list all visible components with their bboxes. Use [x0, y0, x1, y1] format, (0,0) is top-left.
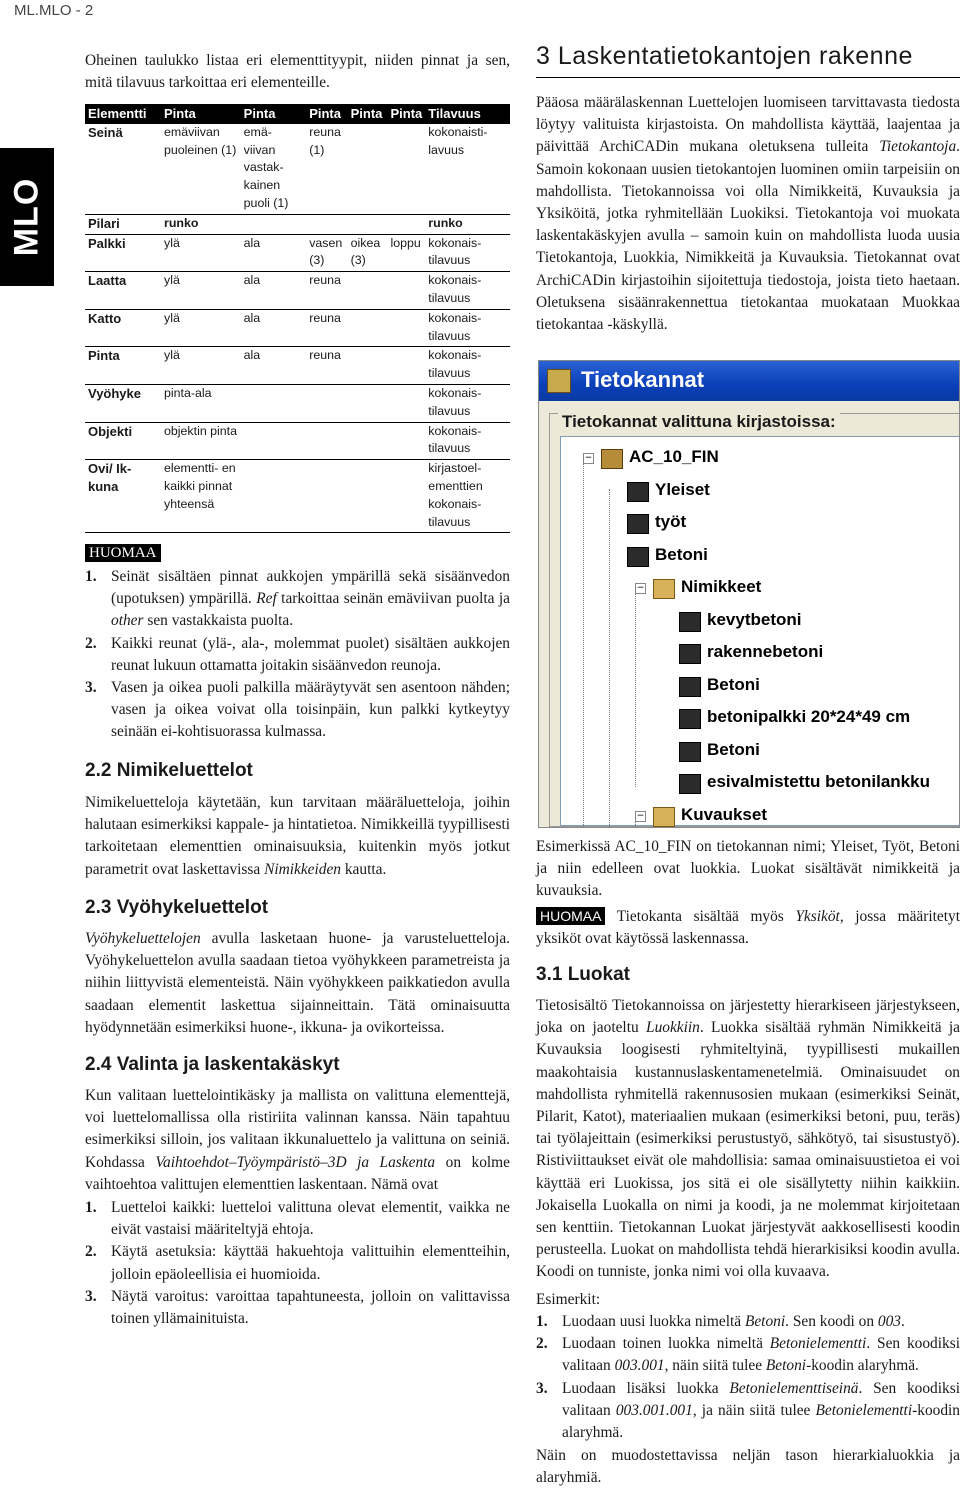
table-cell	[241, 214, 307, 234]
note-badge: HUOMAA	[536, 907, 605, 925]
table-cell: runko	[425, 214, 510, 234]
note-badge: HUOMAA	[85, 544, 161, 562]
database-icon	[601, 449, 623, 469]
body-emphasis: Vyöhykeluettelojen	[85, 930, 201, 947]
table-row	[85, 422, 510, 460]
table-cell: ylä	[161, 309, 241, 347]
item-text: -koodin alaryhmä.	[562, 1401, 960, 1442]
table-cell	[306, 422, 347, 460]
table-cell	[388, 309, 426, 347]
table-cell	[348, 460, 388, 533]
table-header: Pinta	[161, 104, 241, 124]
item-text: . Sen koodiksi valitaan	[562, 1335, 960, 1375]
list-item	[85, 1197, 510, 1241]
table-cell: kokonais- tilavuus	[425, 309, 510, 347]
note-2	[536, 905, 960, 950]
table-cell	[348, 384, 388, 422]
table-cell: ala	[241, 272, 307, 310]
folder-icon	[653, 807, 675, 827]
item-text: Seinät sisältäen pinnat aukkojen ympärillä sekä sisäänvedon (upotuksen) ympärillä.	[111, 568, 510, 608]
list-item	[85, 633, 510, 677]
table-cell: kokonais- tilavuus	[425, 422, 510, 460]
body-text: Tietokanta sisältää myös	[605, 908, 796, 925]
table-row	[85, 214, 510, 234]
item-emphasis: Betonielementti	[769, 1335, 867, 1353]
table-cell: vasen (3)	[306, 234, 347, 272]
item-number: 1.	[85, 568, 97, 585]
table-cell: kokonaisti- lavuus	[425, 124, 510, 214]
running-header: ML.MLO - 2	[14, 2, 94, 19]
table-cell: objektin pinta	[161, 422, 241, 460]
tree-node-label[interactable]: Betoni	[655, 544, 708, 564]
table-cell: ylä	[161, 347, 241, 385]
book-icon	[679, 742, 701, 762]
collapse-toggle-icon[interactable]: −	[584, 453, 593, 463]
book-icon	[679, 612, 701, 632]
table-cell	[388, 214, 426, 234]
table-header-row	[85, 104, 510, 124]
table-cell	[348, 272, 388, 310]
body-text: , jossa määritetyt yksiköt ovat käytössä laskennassa.	[536, 908, 960, 948]
tree-node-label[interactable]: työt	[655, 512, 687, 531]
item-emphasis: other	[111, 612, 144, 630]
table-row	[85, 460, 510, 533]
table-header: Tilavuus	[425, 104, 510, 124]
item-text: Luetteloi kaikki: luetteloi valittuna olevat elementit, vaikka ne eivät vastaisi määriteltyjä ehtoja.	[111, 1199, 510, 1239]
heading-rule	[536, 77, 960, 78]
item-emphasis: 003.001	[614, 1357, 665, 1375]
table-cell	[388, 272, 426, 310]
body-text: avulla lasketaan huone- ja varusteluetteloja. Vyöhykeluettelon avulla saadaan tietoa vyöhykkeen parametreista ja niihin liittyvistä elementeistä. Näin vyöhykkeen paikkatiedon avulla saadaan elementit laskettua sijainneittain. Tätä ominaisuutta hyödynnetään esimerkiksi huone-, ikkuna- ja ovikorteissa.	[85, 930, 510, 1036]
table-row	[85, 124, 510, 214]
item-text: Luodaan toinen luokka nimeltä	[562, 1335, 770, 1353]
list-item	[85, 1286, 510, 1330]
element-surface-table	[85, 104, 510, 533]
tree-node-label[interactable]: esivalmistettu betonilankku	[707, 772, 930, 791]
examples-label: Esimerkit:	[536, 1291, 601, 1308]
tree-node-label[interactable]: kevytbetoni	[707, 609, 802, 629]
table-cell: ylä	[161, 234, 241, 272]
databases-group	[549, 413, 960, 827]
item-emphasis: Betonielementtiseinä	[729, 1379, 859, 1397]
table-cell	[388, 384, 426, 422]
element-name-cell: Ovi/ Ik- kuna	[85, 460, 161, 533]
body-text: . Luokka sisältää ryhmän Nimikkeitä ja Kuvauksia loogisesti ryhmiteltyinä, tyypillisesti mukaillen maakohtaisia kustannuslaskentamenetelmiä. Ominaisuudet on mahdollista ryhmitellä rakennusosien mukaan (esimerkiksi Seinät, Pilarit, Katot), materiaalien mukaan (esimerkiksi betoni, puu, teräs) tai työlajeittain (esimerkiksi perustustyö, sähkötyö, tai sisustustyö). Ristiviittaukset eivät ole mahdollisia: samaa ominaisuustietoa ei voi käyttää eri Luokissa, jos sitä ei ole sisällytetty niihin kaikkiin. Jokaisella Luokalla on nimi ja koodi, ja ne molemmat kirjoitetaan sen kenttiin. Tietokannan Luokat järjestyvät aakkosellisesti koodin perusteella. Luokat on mahdollista tehdä hierarkisiksi koodin avulla. Koodi on tunniste, jonka nimi voi olla kuvaava.	[536, 1019, 960, 1281]
table-cell	[241, 422, 307, 460]
element-name-cell: Objekti	[85, 422, 161, 460]
tree-node-label[interactable]: betonipalkki 20*24*49 cm	[707, 707, 911, 726]
body-text: Tietosisältö Tietokannoissa on järjestetty hierarkiseen järjestykseen, joka on jaoteltu	[536, 997, 960, 1037]
book-icon	[679, 644, 701, 664]
section-2-3-body	[85, 928, 510, 1039]
closing-paragraph: Näin on muodostettavissa neljän tason hierarkialuokkia ja alaryhmiä.	[536, 1447, 960, 1487]
table-header: Pinta	[241, 104, 307, 124]
body-text: Pääosa määrälaskennan Luettelojen luomiseen tarvittavasta tiedosta löytyy valituista kirjastoista. On mahdollista käyttää, laajentaa ja päivittää ArchiCADin mukana oletuksena tulleita	[536, 94, 960, 156]
item-text: .	[901, 1313, 905, 1330]
table-cell: emä- viivan vastak- kainen puoli (1)	[241, 124, 307, 214]
table-row	[85, 384, 510, 422]
table-cell	[241, 384, 307, 422]
item-emphasis: Betonielementti	[815, 1401, 913, 1419]
table-cell: ala	[241, 347, 307, 385]
item-emphasis: Ref	[256, 590, 277, 608]
item-text: . Sen koodiksi valitaan	[562, 1379, 960, 1419]
table-cell	[388, 422, 426, 460]
table-cell: kokonais- tilavuus	[425, 384, 510, 422]
body-emphasis: Vaihtoehdot–Työympäristö–3D ja Laskenta	[155, 1153, 436, 1171]
window-titlebar	[539, 361, 959, 401]
item-number: 2.	[85, 1243, 97, 1261]
table-cell	[388, 460, 426, 533]
table-cell: pinta-ala	[161, 384, 241, 422]
element-name-cell: Seinä	[85, 124, 161, 214]
table-cell	[388, 124, 426, 214]
tree-connector	[635, 587, 636, 787]
book-icon	[679, 709, 701, 729]
item-text: Vasen ja oikea puoli palkilla määräytyvät sen asentoon nähden; vasen ja oikea voivat olla toisinpäin, kun palkki kytkeytyy seinään ei-kohtisuorassa kulmassa.	[111, 679, 510, 741]
examples-list	[536, 1311, 960, 1444]
tree-node-label[interactable]: Nimikkeet	[681, 577, 762, 596]
collapse-toggle-icon[interactable]: −	[636, 810, 645, 821]
table-row	[85, 347, 510, 385]
table-cell: reuna	[306, 347, 347, 385]
table-cell: elementti- en kaikki pinnat yhteensä	[161, 460, 241, 533]
list-item	[536, 1333, 960, 1377]
table-cell: oikea (3)	[348, 234, 388, 272]
table-row	[85, 272, 510, 310]
list-item	[536, 1378, 960, 1445]
tree-node-label[interactable]: Yleiset	[655, 479, 710, 499]
section-heading-3-1: 3.1 Luokat	[536, 964, 630, 985]
book-icon	[679, 677, 701, 697]
table-cell: emäviivan puoleinen (1)	[161, 124, 241, 214]
list-item	[85, 677, 510, 744]
book-icon	[679, 774, 701, 794]
options-list	[85, 1197, 510, 1330]
table-cell: ylä	[161, 272, 241, 310]
tree-connector	[635, 822, 636, 828]
item-number: 1.	[85, 1199, 97, 1216]
table-row	[85, 309, 510, 347]
database-app-icon	[547, 369, 571, 393]
folder-icon	[653, 579, 675, 599]
table-cell: runko	[161, 214, 241, 234]
table-cell	[348, 309, 388, 347]
body-emphasis: Luokkiin	[646, 1019, 700, 1037]
item-number: 2.	[85, 634, 97, 652]
table-cell: ala	[241, 234, 307, 272]
item-emphasis: 003	[877, 1313, 901, 1330]
item-text: Luodaan lisäksi luokka	[562, 1379, 730, 1397]
list-item	[536, 1311, 960, 1333]
item-number: 3.	[536, 1379, 548, 1397]
item-text: Kaikki reunat (ylä-, ala-, molemmat puolet) sisältäen aukkojen reunat lukuun ottamatta joitakin sisäänvedon reunoja.	[111, 634, 510, 674]
collapse-toggle-icon[interactable]: −	[636, 583, 645, 593]
tree-node-label[interactable]: Betoni	[707, 739, 760, 759]
note-header	[85, 544, 161, 562]
book-icon	[627, 482, 649, 502]
side-tab-label: MLO	[7, 177, 46, 257]
item-number: 3.	[85, 679, 97, 697]
table-cell: kirjastoel- ementtien kokonais- tilavuus	[425, 460, 510, 533]
table-cell	[306, 460, 347, 533]
table-cell	[241, 460, 307, 533]
table-cell: kokonais- tilavuus	[425, 234, 510, 272]
table-cell: reuna	[306, 272, 347, 310]
element-name-cell: Pilari	[85, 214, 161, 234]
body-emphasis: Yksiköt	[795, 908, 840, 925]
table-cell: kokonais- tilavuus	[425, 347, 510, 385]
table-header: Pinta	[306, 104, 347, 124]
list-item	[85, 1241, 510, 1285]
table-cell	[348, 214, 388, 234]
item-emphasis: 003.001.001	[615, 1401, 693, 1419]
section-heading-2-4: 2.4 Valinta ja laskentakäskyt	[85, 1054, 340, 1075]
database-tree[interactable]	[560, 436, 960, 826]
body-text: Kun valitaan luettelointikäsky ja mallista on valittuna elementtejä, voi luettelomallissa olla ristiriita valinnan kanssa. Näin tapahtuu esimerkiksi silloin, jos valitaan ikkunaluettelo ja valittuna on seiniä. Kohdassa	[85, 1087, 510, 1171]
book-icon	[627, 514, 649, 534]
table-header: Elementti	[85, 104, 161, 124]
tree-connector	[583, 457, 584, 828]
element-name-cell: Palkki	[85, 234, 161, 272]
body-text: Nimikeluetteloja käytetään, kun tarvitaan määräluetteloja, joihin halutaan esimerkiksi kappale- ja hintatietoa. Nimikkeillä tyypillisesti tarkoitetaan elementtien ominaisuuksia, kuitenkin myös jotkut parametrit ovat laskettavissa	[85, 794, 510, 878]
group-label: Tietokannat valittuna kirjastoissa:	[558, 412, 840, 432]
item-text: -koodin alaryhmä.	[806, 1357, 919, 1375]
chapter-side-tab	[0, 148, 54, 286]
item-emphasis: Betoni	[765, 1357, 807, 1375]
item-text: , ja näin siitä tulee	[692, 1401, 816, 1419]
note-list	[85, 566, 510, 744]
tree-node-label[interactable]: Betoni	[707, 674, 760, 694]
tree-node-label[interactable]: Kuvaukset	[681, 804, 767, 824]
intro-paragraph: Oheinen taulukko listaa eri elementtityypit, niiden pinnat ja sen, mitä tilavuus tarkoittaa eri elementeille.	[85, 52, 510, 92]
table-header: Pinta	[348, 104, 388, 124]
table-cell	[306, 214, 347, 234]
tietokannat-screenshot	[538, 360, 960, 828]
item-number: 3.	[85, 1287, 97, 1305]
body-emphasis: Nimikkeiden	[264, 860, 342, 878]
table-cell	[348, 124, 388, 214]
element-name-cell: Katto	[85, 309, 161, 347]
tree-node-label[interactable]: rakennebetoni	[707, 642, 824, 661]
table-cell: loppu	[388, 234, 426, 272]
item-number: 1.	[536, 1313, 548, 1330]
body-emphasis: Tietokantoja	[879, 138, 957, 156]
item-text: Luodaan uusi luokka nimeltä	[562, 1313, 745, 1330]
table-cell: reuna (1)	[306, 124, 347, 214]
table-cell: reuna	[306, 309, 347, 347]
chapter-intro	[536, 92, 960, 336]
item-number: 2.	[536, 1335, 548, 1353]
item-text: tarkoittaa seinän emäviivan puolta ja	[276, 590, 510, 608]
section-heading-2-2: 2.2 Nimikeluettelot	[85, 760, 253, 781]
table-cell	[348, 347, 388, 385]
body-text: . Samoin kokonaan uusien tietokantojen luominen omiin tarpeisiin on mahdollista. Tietokannoissa voi olla Nimikkeitä, Kuvauksia ja Yksiköitä, jotka ryhmitellään Luokiksi. Tietokantoja voi muokata laskentakäskyjen avulla – samoin kuin on mahdollista luoda uusia Tietokantoja, Luokkia, Nimikkeitä ja Kuvauksia. Tietokannat ovat ArchiCADin kirjastoihin sijoitettuja tiedostoja, joista tieto haetaan. Oletuksena sisäänrakennettua tietokantaa muokataan Muokkaa tietokantaa -käskyllä.	[536, 138, 960, 334]
item-text: Käytä asetuksia: käyttää hakuehtoja valittuihin elementteihin, jolloin epäoleellisia ei huomioida.	[111, 1243, 510, 1283]
section-3-1-body	[536, 995, 960, 1284]
table-cell: kokonais- tilavuus	[425, 272, 510, 310]
book-icon	[627, 547, 649, 567]
element-name-cell: Laatta	[85, 272, 161, 310]
list-item	[85, 566, 510, 633]
element-name-cell: Pinta	[85, 347, 161, 385]
window-title: Tietokannat	[581, 367, 705, 392]
item-text: Näytä varoitus: varoittaa tapahtuneesta, jolloin on valittavissa toinen yllämainituista.	[111, 1287, 510, 1328]
table-cell	[348, 422, 388, 460]
item-text: sen vastakkaista puolta.	[143, 612, 294, 630]
section-heading-2-3: 2.3 Vyöhykeluettelot	[85, 897, 269, 918]
item-emphasis: Betoni	[744, 1313, 786, 1330]
tree-node-label[interactable]: AC_10_FIN	[629, 447, 719, 466]
item-text: , näin siitä tulee	[664, 1357, 766, 1375]
chapter-heading: 3 Laskentatietokantojen rakenne	[536, 42, 913, 70]
figure-caption: Esimerkissä AC_10_FIN on tietokannan nimi; Yleiset, Työt, Betoni ja niin edelleen ovat luokkia. Luokat sisältävät nimikkeitä ja kuvauksia.	[536, 838, 960, 900]
table-header: Pinta	[388, 104, 426, 124]
table-row	[85, 234, 510, 272]
body-text: kautta.	[341, 860, 387, 878]
element-name-cell: Vyöhyke	[85, 384, 161, 422]
section-2-4-body	[85, 1085, 510, 1196]
table-cell: ala	[241, 309, 307, 347]
section-2-2-body	[85, 792, 510, 881]
body-text: on kolme vaihtoehtoa valittujen elementtien laskentaan. Nämä ovat	[85, 1153, 510, 1193]
table-cell	[306, 384, 347, 422]
item-text: . Sen koodi on	[785, 1313, 878, 1330]
tree-connector	[609, 489, 610, 828]
table-cell	[388, 347, 426, 385]
